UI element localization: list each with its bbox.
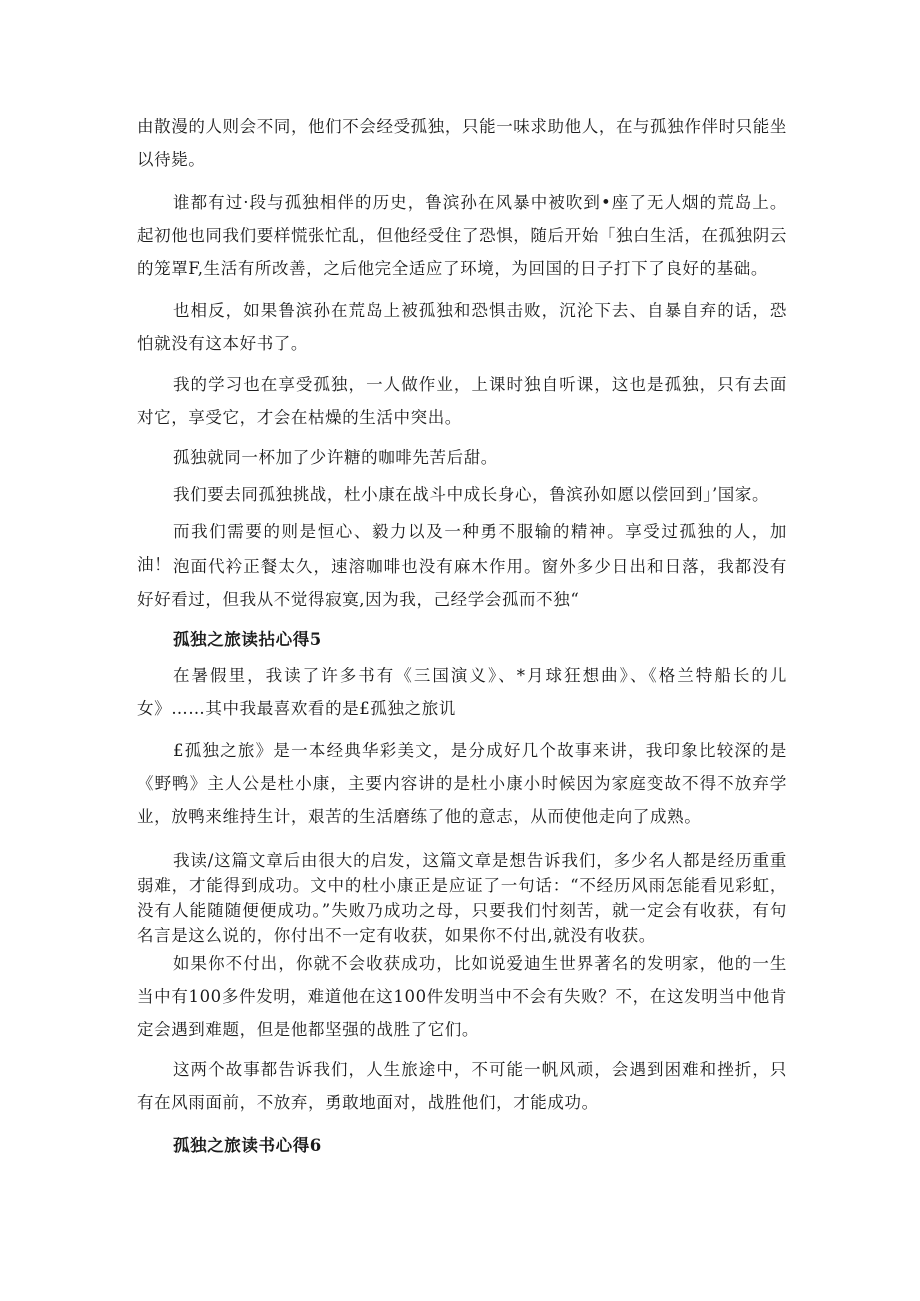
paragraph-13: 这两个故事都告诉我们，人生旅途中，不可能一帆风顽，会遇到困难和挫折，只有在风雨面前，不放弃，勇敢地面对，战胜他们，才能成功。: [137, 1060, 787, 1112]
paragraph-8: 泡面代衿正餐太久，速溶咖啡也没有麻木作用。窗外多少日出和日落，我都没有好好看过，但我从不觉得寂寞,因为我，己经学会孤而不独“: [137, 557, 787, 609]
paragraph-10: £孤独之旅》是一本经典华彩美文，是分成好几个故事来讲，我印象比较深的是《野鸭》主人公是杜小康，主要内容讲的是杜小康小时候因为家庭变故不得不放弃学业，放鸭来维持生计，艰苦的生活磨练了他的意志，从而使他走向了成熟。: [137, 741, 787, 826]
paragraph-6: 我们要去同孤独挑战，杜小康在战斗中成长身心，鲁滨孙如愿以偿回到」’国家。: [173, 485, 770, 504]
paragraph-3: 也相反，如果鲁滨孙在荒岛上被孤独和恐惧击败，沉沦下去、自暴自弃的话，恐怕就没有这本好书了。: [137, 301, 787, 353]
paragraph-12: 如果你不付出，你就不会收获成功，比如说爱迪生世界著名的发明家，他的一生当中有100多件发明，难道他在这100件发明当中不会有失败？不，在这发明当中他肯定会遇到难题，但是他都坚强的战胜了它们。: [137, 954, 787, 1039]
section-heading-6: 孤独之旅读书心得6: [173, 1136, 322, 1155]
section-heading-5: 孤独之旅读拈心得5: [173, 630, 322, 649]
paragraph-11: 我读/这篇文章后由很大的启发，这篇文章是想告诉我们，多少名人都是经历重重弱难，才能得到成功。文中的杜小康正是应证了一句话：“不经历风雨怎能看见彩虹，没有人能随随便便成功。”失败乃成功之母，只要我们忖刻苦，就一定会有收获，有句名言是这么说的，你付出不一定有收获，如果你不付出,就没有收获。: [137, 851, 787, 945]
paragraph-1: 由散漫的人则会不同，他们不会经受孤独，只能一味求助他人，在与孤独作伴时只能坐以待毙。: [137, 117, 787, 169]
paragraph-4: 我的学习也在享受孤独，一人做作业，上课时独自听课，这也是孤独，只有去面对它，享受它，才会在枯燥的生活中突出。: [137, 375, 787, 427]
paragraph-7: 而我们需要的则是恒心、毅力以及一种勇不服输的精神。享受过孤独的人，加油！: [137, 522, 787, 574]
paragraph-9: 在暑假里，我读了许多书有《三国演义》、*月球狂想曲》、《格兰特船长的儿女》……其中我最喜欢看的是£孤独之旅讥: [137, 666, 787, 718]
paragraph-2: 谁都有过·段与孤独相伴的历史，鲁滨孙在风暴中被吹到•座了无人烟的荒岛上。起初他也同我们要样慌张忙乱，但他经受住了恐惧，随后开始「独白生活，在孤独阴云的笼罩F,生活有所改善，之后他完全适应了环境，为回国的日子打下了良好的基础。: [137, 193, 787, 278]
paragraph-5: 孤独就同一杯加了少许糖的咖啡先苦后甜。: [173, 448, 498, 467]
